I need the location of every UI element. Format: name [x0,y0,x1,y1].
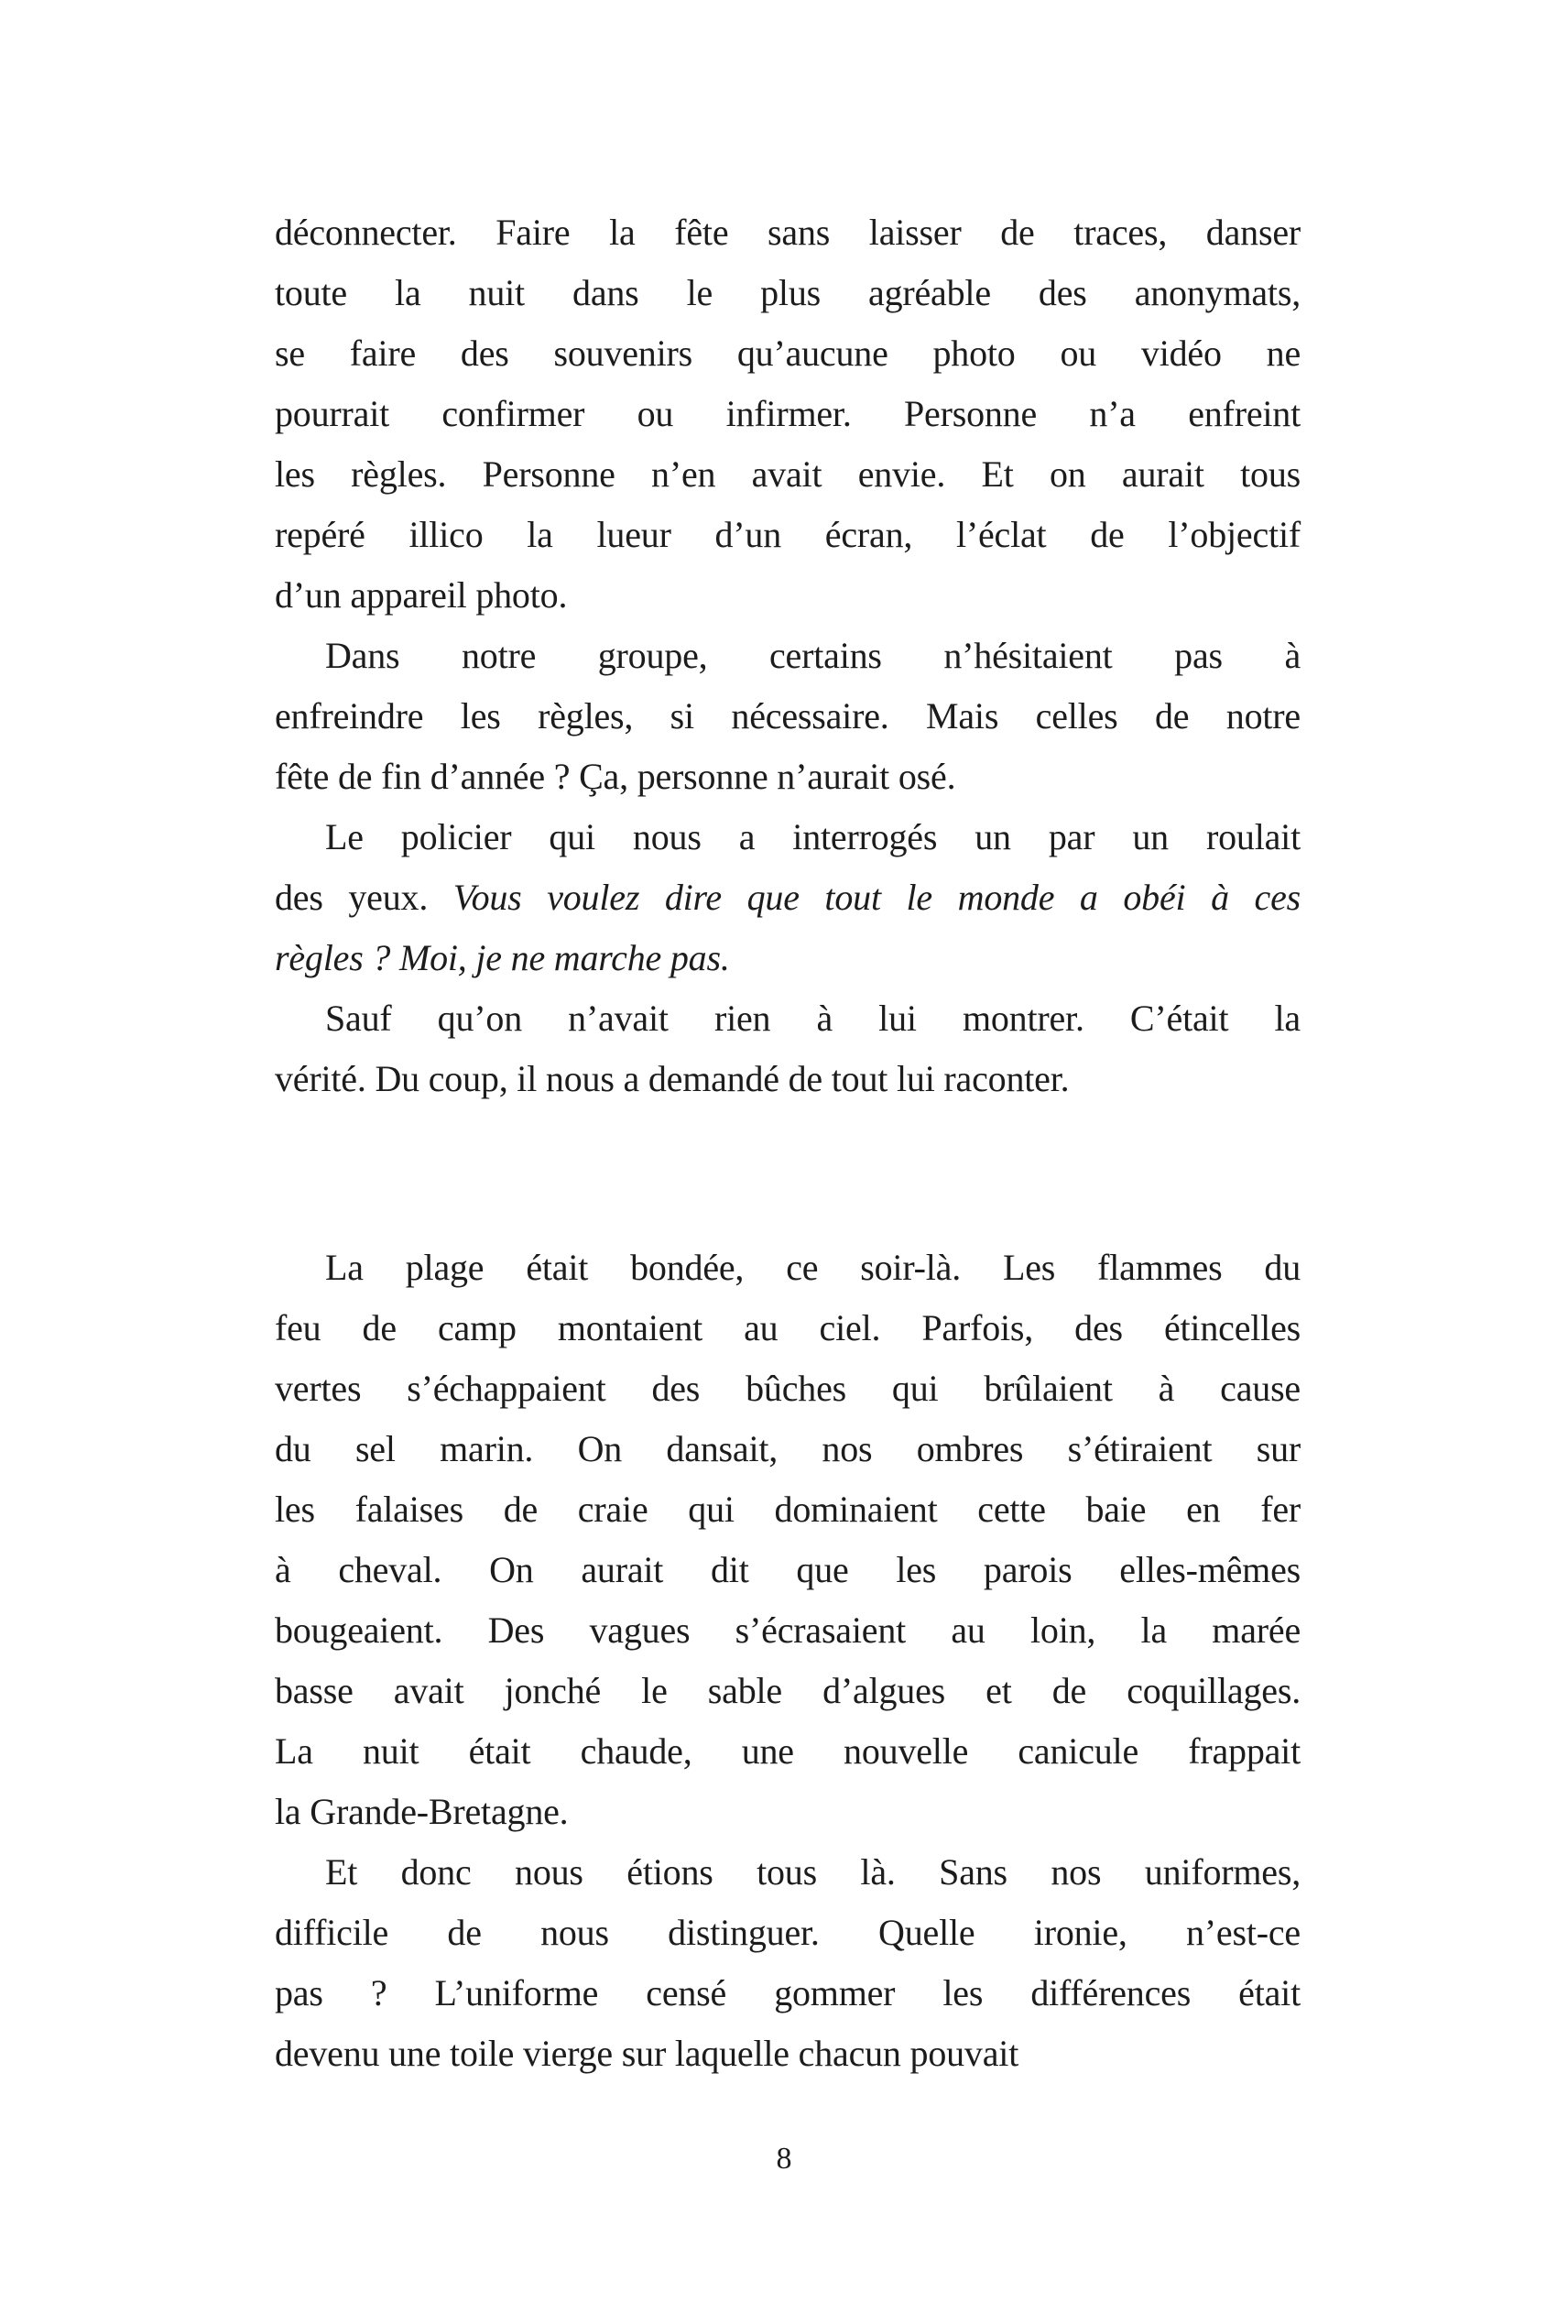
text-line: basse avait jonché le sable d’algues et de coquillages. [275,1670,1301,1711]
text-line: d’un appareil photo. [275,574,568,616]
text-line: La plage était bondée, ce soir-là. Les flammes du [325,1247,1301,1288]
paragraph [275,807,1301,988]
text-segment: des yeux. [275,877,453,918]
text-line: se faire des souvenirs qu’aucune photo ou vidéo ne [275,333,1301,374]
text-line: la Grande-Bretagne. [275,1791,569,1832]
text-line: difficile de nous distinguer. Quelle ironie, n’est-ce [275,1912,1301,1953]
text-line: vertes s’échappaient des bûches qui brûlaient à cause [275,1368,1301,1409]
text-line: du sel marin. On dansait, nos ombres s’étiraient sur [275,1428,1301,1469]
text-line: pas ? L’uniforme censé gommer les différences était [275,1972,1301,2013]
text-line: toute la nuit dans le plus agréable des anonymats, [275,272,1301,313]
text-line: devenu une toile vierge sur laquelle chacun pouvait [275,2033,1019,2074]
text-line [275,867,1301,928]
text-line: La nuit était chaude, une nouvelle canicule frappait [275,1730,1301,1772]
text-line: Sauf qu’on n’avait rien à lui montrer. C’était la [325,998,1301,1039]
text-line: pourrait confirmer ou infirmer. Personne n’a enfreint [275,393,1301,434]
paragraph [275,988,1301,1109]
text-line: les falaises de craie qui dominaient cette baie en fer [275,1489,1301,1530]
paragraph [275,202,1301,626]
text-line: les règles. Personne n’en avait envie. Et on aurait tous [275,453,1301,495]
text-line: à cheval. On aurait dit que les parois elles-mêmes [275,1549,1301,1590]
text-line: repéré illico la lueur d’un écran, l’éclat de l’objectif [275,514,1301,555]
text-line: vérité. Du coup, il nous a demandé de tout lui raconter. [275,1058,1070,1099]
text-line: Le policier qui nous a interrogés un par un roulait [325,816,1301,857]
paragraph [275,1238,1301,1842]
italic-text-segment: règles ? Moi, je ne marche pas. [275,937,730,978]
text-line: feu de camp montaient au ciel. Parfois, des étincelles [275,1307,1301,1348]
text-line: fête de fin d’année ? Ça, personne n’aurait osé. [275,756,956,797]
text-line: déconnecter. Faire la fête sans laisser de traces, danser [275,212,1301,253]
text-line: Dans notre groupe, certains n’hésitaient pas à [325,635,1301,676]
text-line: bougeaient. Des vagues s’écrasaient au loin, la marée [275,1609,1301,1651]
page-number: 8 [776,2142,792,2176]
text-line: enfreindre les règles, si nécessaire. Mais celles de notre [275,695,1301,736]
text-line: Et donc nous étions tous là. Sans nos uniformes, [325,1851,1301,1893]
paragraph [275,626,1301,807]
text-block [275,202,1301,2084]
paragraph [275,1842,1301,2084]
italic-text-segment: Vous voulez dire que tout le monde a obéi à ces [452,877,1301,918]
text-line [275,928,1301,988]
